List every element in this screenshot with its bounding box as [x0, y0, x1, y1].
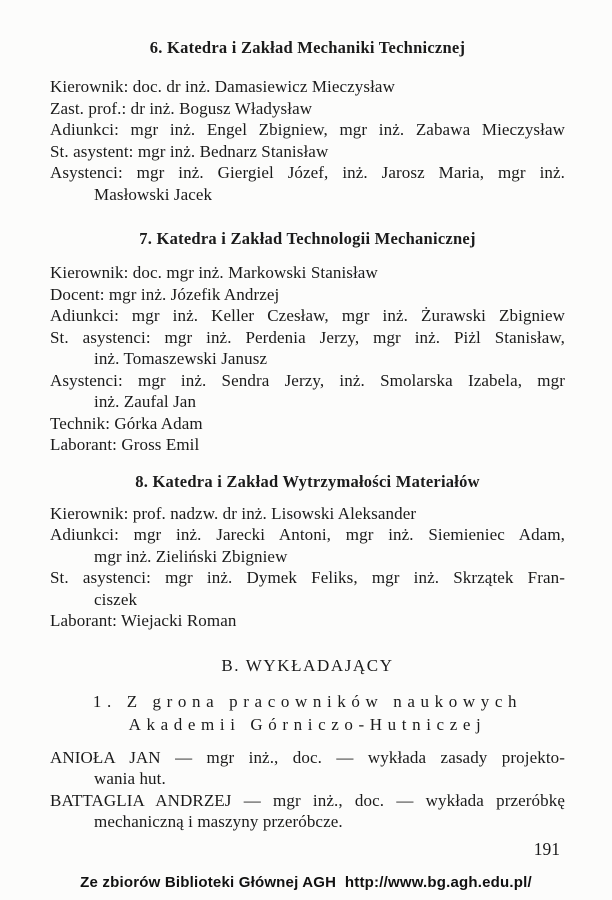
- section-heading: 8. Katedra i Zakład Wytrzymałości Materiałów: [135, 471, 480, 491]
- section-heading: 6. Katedra i Zakład Mechaniki Technicznej: [149, 38, 466, 57]
- section-heading: 7. Katedra i Zakład Technologii Mechanicznej: [139, 229, 476, 248]
- staff-line-continuation: Masłowski Jacek: [94, 184, 213, 204]
- staff-line-continuation: mgr inż. Zieliński Zbigniew: [94, 546, 288, 566]
- page-number: 191: [533, 839, 560, 859]
- library-stamp: Ze zbiorów Biblioteki Głównej AGH http://www.bg.agh.edu.pl/: [80, 874, 532, 891]
- staff-line: Kierownik: doc. dr inż. Damasiewicz Mieczysław: [50, 77, 395, 96]
- staff-line: Kierownik: prof. nadzw. dr inż. Lisowski Aleksander: [50, 503, 417, 523]
- lecturer-entry: [50, 747, 565, 790]
- staff-line: Laborant: Wiejacki Roman: [50, 611, 237, 630]
- part-b-subheading: [50, 690, 565, 736]
- staff-line: St. asystenci: mgr inż. Perdenia Jerzy, mgr inż. Piżl Stanisław,: [50, 327, 565, 347]
- staff-line-continuation: inż. Tomaszewski Janusz: [94, 349, 268, 368]
- staff-line: St. asystent: mgr inż. Bednarz Stanisław: [50, 141, 329, 161]
- section-dept-8: [50, 470, 565, 632]
- staff-line: St. asystenci: mgr inż. Dymek Feliks, mgr inż. Skrzątek Fran-: [50, 568, 565, 587]
- lecturer-line-continuation: wania hut.: [94, 769, 166, 788]
- staff-line: Zast. prof.: dr inż. Bogusz Władysław: [50, 98, 313, 118]
- staff-line: Asystenci: mgr inż. Sendra Jerzy, inż. Smolarska Izabela, mgr: [50, 370, 565, 390]
- staff-line-continuation: inż. Zaufal Jan: [94, 392, 197, 411]
- subheading-line: 1. Z grona pracowników naukowych: [92, 691, 523, 711]
- staff-line: Adiunkci: mgr inż. Engel Zbigniew, mgr inż. Zabawa Mieczysław: [50, 120, 565, 139]
- staff-line: Asystenci: mgr inż. Giergiel Józef, inż. Jarosz Maria, mgr inż.: [50, 163, 565, 182]
- lecturer-entry: [50, 790, 565, 833]
- lecturer-line-continuation: mechaniczną i maszyny przeróbcze.: [94, 812, 343, 831]
- staff-line: Docent: mgr inż. Józefik Andrzej: [50, 284, 280, 304]
- lecturer-line: ANIOŁA JAN — mgr inż., doc. — wykłada zasady projekto-: [50, 747, 565, 767]
- staff-line: Laborant: Gross Emil: [50, 435, 200, 454]
- staff-line: Technik: Górka Adam: [50, 413, 203, 433]
- lecturer-line: BATTAGLIA ANDRZEJ — mgr inż., doc. — wykłada przeróbkę: [50, 790, 565, 810]
- staff-line-continuation: ciszek: [94, 589, 138, 609]
- staff-line: Kierownik: doc. mgr inż. Markowski Stanisław: [50, 263, 378, 282]
- subheading-line: Akademii Górniczo-Hutniczej: [128, 714, 487, 734]
- part-b-heading: B. WYKŁADAJĄCY: [221, 655, 394, 675]
- staff-line: Adiunkci: mgr inż. Jarecki Antoni, mgr inż. Siemieniec Adam,: [50, 525, 565, 544]
- lecturer-list: [50, 747, 565, 833]
- section-dept-7: [50, 227, 565, 456]
- staff-line: Adiunkci: mgr inż. Keller Czesław, mgr inż. Żurawski Zbigniew: [50, 306, 565, 325]
- section-dept-6: [50, 36, 565, 205]
- section-part-b: [50, 654, 565, 833]
